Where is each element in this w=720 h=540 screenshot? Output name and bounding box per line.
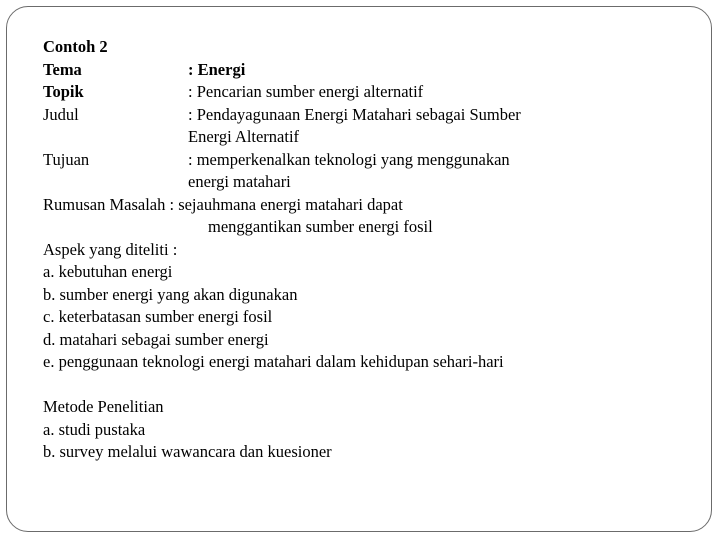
- judul-value-line1: : Pendayagunaan Energi Matahari sebagai Sumber: [188, 104, 521, 124]
- tema-label: Tema: [43, 59, 82, 79]
- tema-row: [43, 59, 693, 82]
- metode-item-b: b. survey melalui wawancara dan kuesioner: [43, 442, 332, 461]
- aspek-item-a: a. kebutuhan energi: [43, 262, 173, 281]
- tujuan-value-line2: energi matahari: [188, 172, 291, 191]
- metode-title: Metode Penelitian: [43, 397, 164, 416]
- topik-label: Topik: [43, 82, 84, 101]
- aspek-item-b: b. sumber energi yang akan digunakan: [43, 284, 298, 304]
- heading: Contoh 2: [43, 37, 108, 56]
- aspek-title: Aspek yang diteliti :: [43, 239, 178, 259]
- metode-item-a: a. studi pustaka: [43, 419, 146, 439]
- rumusan-line1: Rumusan Masalah : sejauhmana energi matahari dapat: [43, 194, 403, 214]
- tema-value: : Energi: [188, 59, 246, 79]
- aspek-item-e: e. penggunaan teknologi energi matahari dalam kehidupan sehari-hari: [43, 352, 504, 371]
- tujuan-label: Tujuan: [43, 149, 90, 169]
- judul-value-line2: Energi Alternatif: [188, 127, 300, 146]
- slide-content: [43, 36, 693, 464]
- topik-value: : Pencarian sumber energi alternatif: [188, 82, 424, 101]
- judul-row: [43, 104, 693, 127]
- spacer: [43, 374, 693, 397]
- topik-row: [43, 81, 693, 104]
- aspek-item-c: c. keterbatasan sumber energi fosil: [43, 307, 273, 326]
- aspek-item-d: d. matahari sebagai sumber energi: [43, 329, 269, 349]
- rumusan-line2: menggantikan sumber energi fosil: [208, 217, 433, 236]
- tujuan-value-line1: : memperkenalkan teknologi yang menggunakan: [188, 149, 510, 169]
- judul-label: Judul: [43, 104, 79, 124]
- tujuan-row: [43, 149, 693, 172]
